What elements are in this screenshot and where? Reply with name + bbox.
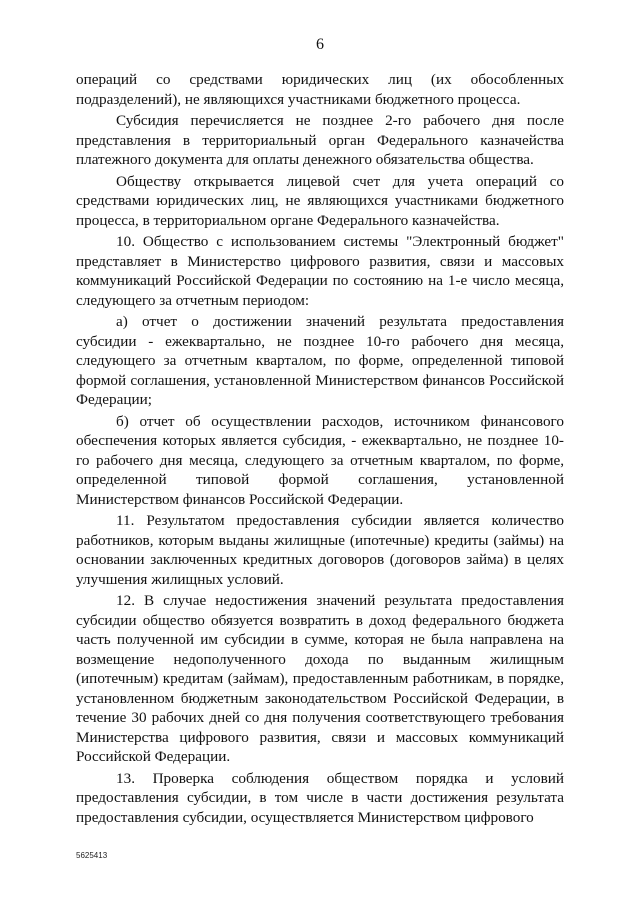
paragraph-item-10b: б) отчет об осуществлении расходов, источником финансового обеспечения которых является субсидия, - ежеквартально, не позднее 10-го рабочего дня месяца, следующего за отчетным кварталом, по форме, определенной типовой формой соглашения, установленной Министерством финансов Российской Федерации. [76, 412, 564, 508]
paragraph-item-11: 11. Результатом предоставления субсидии является количество работников, которым выданы жилищные (ипотечные) кредиты (займы) на основании заключенных кредитных договоров (договоров займа) в целях улучшения жилищных условий. [76, 512, 564, 588]
page-number: 6 [316, 36, 324, 53]
paragraph-personal-account: Обществу открывается лицевой счет для учета операций со средствами юридических лиц, не являющихся участниками бюджетного процесса, в территориальном органе Федерального казначейства. [76, 172, 564, 229]
paragraph-subsidy-transfer: Субсидия перечисляется не позднее 2-го рабочего дня после представления в территориальный орган Федерального казначейства платежного документа для оплаты денежного обязательства общества. [76, 112, 564, 168]
document-code: 5625413 [76, 851, 108, 860]
paragraph-item-10a: а) отчет о достижении значений результата предоставления субсидии - ежеквартально, не позднее 10-го рабочего дня месяца, следующего за отчетным кварталом, по форме, определенной типовой формой соглашения, установленной Министерством финансов Российской Федерации; [76, 313, 564, 408]
document-body [76, 70, 564, 829]
paragraph-continuation: операций со средствами юридических лиц (их обособленных подразделений), не являющихся участниками бюджетного процесса. [76, 71, 564, 108]
paragraph-item-10: 10. Общество с использованием системы "Электронный бюджет" представляет в Министерство цифрового развития, связи и массовых коммуникаций Российской Федерации по состоянию на 1-е число месяца, следующего за отчетным периодом: [76, 233, 564, 309]
paragraph-item-13: 13. Проверка соблюдения обществом порядка и условий предоставления субсидии, в том числе в части достижения результата предоставления субсидии, осуществляется Министерством цифрового [76, 769, 564, 826]
paragraph-item-12: 12. В случае недостижения значений результата предоставления субсидии общество обязуется возвратить в доход федерального бюджета часть полученной им субсидии в сумме, которая не была направлена на возмещение недополученного дохода по выданным жилищным (ипотечным) кредитам (займам), предоставленным работникам, в порядке, установленном бюджетным законодательством Российской Федерации, в течение 30 рабочих дней со дня получения соответствующего требования Министерства цифрового развития, связи и массовых коммуникаций Российской Федерации. [76, 592, 564, 765]
